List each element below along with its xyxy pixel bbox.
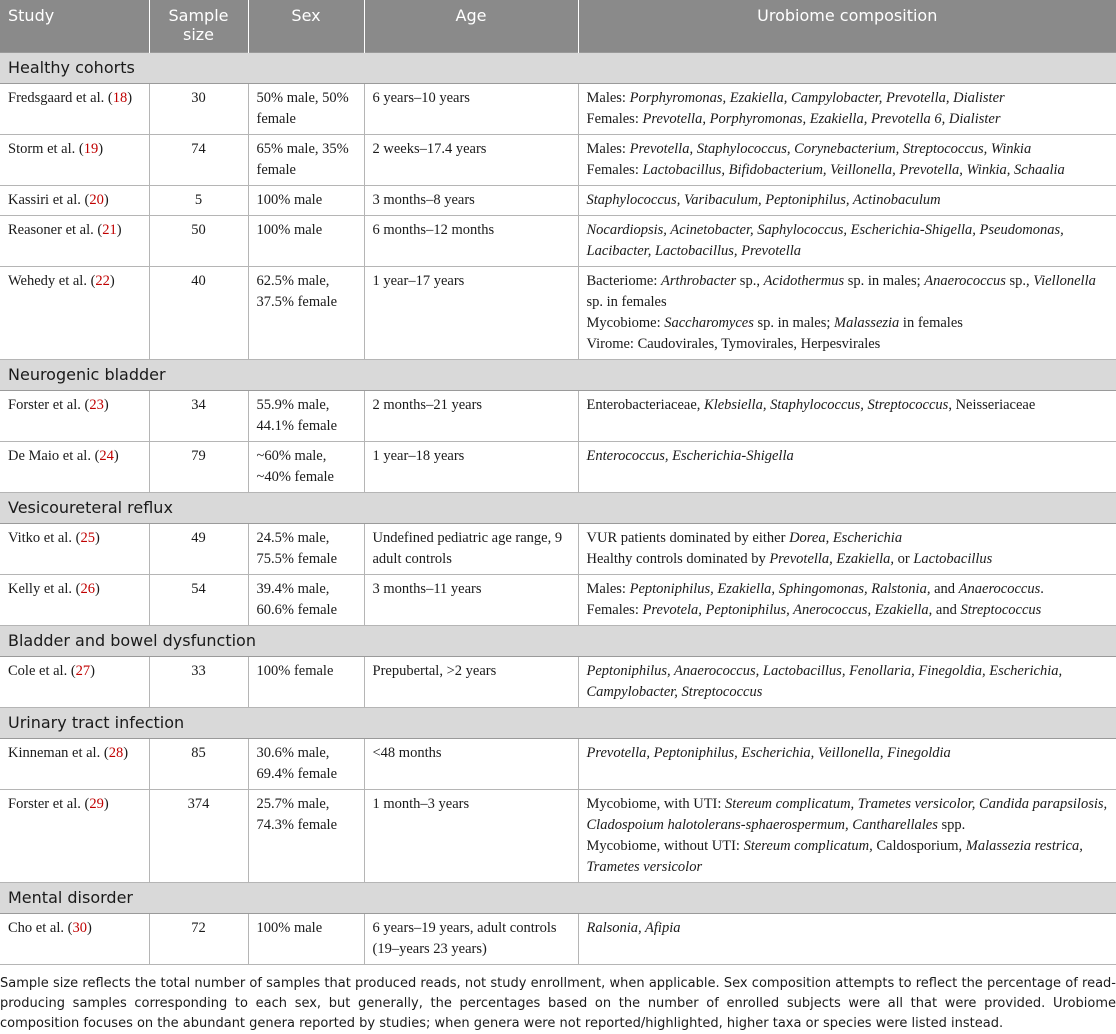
cell-study: Wehedy et al. (22) bbox=[0, 266, 149, 359]
study-author: Storm et al. bbox=[8, 140, 76, 157]
cell-age: 2 weeks–17.4 years bbox=[364, 134, 578, 185]
cell-age: 3 months–8 years bbox=[364, 185, 578, 215]
taxon-name: Stereum complicatum, Trametes versicolor, Candida parapsilosis, Cladospoium halotolerans-sphaerospermum, Cantharellales bbox=[586, 795, 1108, 833]
composition-line bbox=[587, 528, 1109, 549]
table-header bbox=[0, 0, 1116, 52]
cell-urobiome-composition bbox=[578, 738, 1116, 789]
composition-text: Bacteriome: bbox=[586, 272, 661, 289]
cell-age: <48 months bbox=[364, 738, 578, 789]
cell-sex: 62.5% male, 37.5% female bbox=[248, 266, 364, 359]
table-row bbox=[0, 738, 1116, 789]
composition-line bbox=[587, 271, 1109, 313]
composition-text: Virome: Caudovirales, Tymovirales, Herpesvirales bbox=[586, 335, 881, 352]
composition-text: and bbox=[930, 580, 959, 597]
cell-urobiome-composition bbox=[578, 574, 1116, 625]
cell-sample-size: 85 bbox=[149, 738, 248, 789]
table-row bbox=[0, 215, 1116, 266]
section-title: Bladder and bowel dysfunction bbox=[0, 625, 1116, 656]
cell-sample-size: 72 bbox=[149, 913, 248, 964]
cell-age: 1 month–3 years bbox=[364, 789, 578, 882]
table-row bbox=[0, 390, 1116, 441]
cell-urobiome-composition bbox=[578, 266, 1116, 359]
reference-link[interactable]: 20 bbox=[89, 191, 104, 208]
composition-text: Females: bbox=[586, 601, 643, 618]
taxon-name: Prevotela, Peptoniphilus, Anerococcus, Ezakiella, bbox=[642, 601, 933, 618]
cell-urobiome-composition bbox=[578, 390, 1116, 441]
composition-line bbox=[587, 794, 1109, 836]
cell-urobiome-composition bbox=[578, 215, 1116, 266]
table-row bbox=[0, 185, 1116, 215]
composition-line bbox=[587, 395, 1109, 416]
cell-study: Storm et al. (19) bbox=[0, 134, 149, 185]
header-sample-size: Sample size bbox=[149, 0, 248, 52]
taxon-name: Lactobacillus bbox=[913, 550, 993, 567]
composition-line bbox=[587, 190, 1109, 211]
taxon-name: Prevotella, Ezakiella, bbox=[769, 550, 895, 567]
cell-sample-size: 33 bbox=[149, 656, 248, 707]
header-sex: Sex bbox=[248, 0, 364, 52]
section-row bbox=[0, 625, 1116, 656]
table-row bbox=[0, 523, 1116, 574]
cell-age: Prepubertal, >2 years bbox=[364, 656, 578, 707]
taxon-name: Streptococcus bbox=[960, 601, 1042, 618]
table-row bbox=[0, 441, 1116, 492]
taxon-name: Ralsonia, Afipia bbox=[586, 919, 681, 936]
composition-line bbox=[587, 88, 1109, 109]
cell-sex: 100% male bbox=[248, 913, 364, 964]
section-title: Healthy cohorts bbox=[0, 52, 1116, 83]
reference-link[interactable]: 23 bbox=[89, 396, 104, 413]
cell-study: Vitko et al. (25) bbox=[0, 523, 149, 574]
reference-link[interactable]: 24 bbox=[99, 447, 114, 464]
composition-line bbox=[587, 139, 1109, 160]
composition-text: sp., bbox=[736, 272, 764, 289]
section-row bbox=[0, 707, 1116, 738]
cell-sex: 65% male, 35% female bbox=[248, 134, 364, 185]
composition-text: Females: bbox=[586, 161, 643, 178]
cell-sample-size: 74 bbox=[149, 134, 248, 185]
cell-sex: ~60% male, ~40% female bbox=[248, 441, 364, 492]
composition-text: Males: bbox=[586, 140, 630, 157]
taxon-name: Anaerococcus bbox=[958, 580, 1041, 597]
cell-age: 2 months–21 years bbox=[364, 390, 578, 441]
composition-line bbox=[587, 549, 1109, 570]
cell-age: 6 years–10 years bbox=[364, 83, 578, 134]
composition-line bbox=[587, 313, 1109, 334]
section-title: Neurogenic bladder bbox=[0, 359, 1116, 390]
section-row bbox=[0, 52, 1116, 83]
composition-line bbox=[587, 220, 1109, 262]
taxon-name: Viellonella bbox=[1033, 272, 1096, 289]
cell-sample-size: 5 bbox=[149, 185, 248, 215]
study-author: Kassiri et al. bbox=[8, 191, 81, 208]
table-footnote: Sample size reflects the total number of samples that produced reads, not study enrollment, when applicable. Sex composition attempts to reflect the percentage of read-producing samples corresponding to each sex, but generally, the percentages based on the number of enrolled subjects were all that were provided. Urobiome composition focuses on the abundant genera reported by studies; when genera were not reported/highlighted, higher taxa or species were listed instead. bbox=[0, 975, 1116, 1031]
reference-link[interactable]: 21 bbox=[102, 221, 117, 238]
composition-text: in females bbox=[899, 314, 963, 331]
section-row bbox=[0, 359, 1116, 390]
cell-sample-size: 40 bbox=[149, 266, 248, 359]
reference-link[interactable]: 29 bbox=[89, 795, 104, 812]
cell-urobiome-composition bbox=[578, 789, 1116, 882]
section-row bbox=[0, 492, 1116, 523]
study-author: Reasoner et al. bbox=[8, 221, 94, 238]
cell-urobiome-composition bbox=[578, 441, 1116, 492]
composition-text: VUR patients dominated by either bbox=[586, 529, 790, 546]
table-row bbox=[0, 656, 1116, 707]
composition-line bbox=[587, 109, 1109, 130]
composition-text: , Neisseriaceae bbox=[948, 396, 1036, 413]
taxon-name: Malassezia restrica, Trametes versicolor bbox=[586, 837, 1083, 875]
composition-text: Mycobiome, without UTI: bbox=[586, 837, 744, 854]
section-row bbox=[0, 882, 1116, 913]
composition-line bbox=[587, 334, 1109, 355]
cell-age: 1 year–17 years bbox=[364, 266, 578, 359]
taxon-name: Nocardiopsis, Acinetobacter, Saphylococcus, Escherichia-Shigella, Pseudomonas, Lacibacter, Lactobacillus, Prevotella bbox=[586, 221, 1064, 259]
composition-text: spp. bbox=[937, 816, 966, 833]
table-row bbox=[0, 574, 1116, 625]
taxon-name: Malassezia bbox=[834, 314, 900, 331]
cell-study: Forster et al. (23) bbox=[0, 390, 149, 441]
cell-urobiome-composition bbox=[578, 656, 1116, 707]
cell-sex: 100% female bbox=[248, 656, 364, 707]
taxon-name: Saccharomyces bbox=[664, 314, 754, 331]
cell-sex: 39.4% male, 60.6% female bbox=[248, 574, 364, 625]
cell-sex: 100% male bbox=[248, 185, 364, 215]
cell-sample-size: 50 bbox=[149, 215, 248, 266]
taxon-name: Prevotella, Staphylococcus, Corynebacterium, Streptococcus, Winkia bbox=[629, 140, 1032, 157]
composition-line bbox=[587, 836, 1109, 878]
cell-urobiome-composition bbox=[578, 134, 1116, 185]
reference-link[interactable]: 27 bbox=[75, 662, 91, 679]
cell-age: 1 year–18 years bbox=[364, 441, 578, 492]
composition-text: sp., bbox=[1005, 272, 1034, 289]
cell-age: 6 years–19 years, adult controls (19–years 23 years) bbox=[364, 913, 578, 964]
section-title: Urinary tract infection bbox=[0, 707, 1116, 738]
cell-urobiome-composition bbox=[578, 913, 1116, 964]
study-author: Fredsgaard et al. bbox=[8, 89, 105, 106]
taxon-name: Acidothermus bbox=[763, 272, 845, 289]
composition-text: . bbox=[1040, 580, 1044, 597]
composition-text: Mycobiome: bbox=[586, 314, 665, 331]
composition-text: Mycobiome, with UTI: bbox=[586, 795, 726, 812]
study-author: Wehedy et al. bbox=[8, 272, 87, 289]
composition-line bbox=[587, 918, 1109, 939]
cell-sex: 25.7% male, 74.3% female bbox=[248, 789, 364, 882]
cell-sex: 50% male, 50% female bbox=[248, 83, 364, 134]
cell-urobiome-composition bbox=[578, 523, 1116, 574]
cell-study: Reasoner et al. (21) bbox=[0, 215, 149, 266]
cell-sample-size: 79 bbox=[149, 441, 248, 492]
taxon-name: Stereum complicatum, bbox=[743, 837, 873, 854]
reference-link[interactable]: 30 bbox=[72, 919, 87, 936]
composition-line bbox=[587, 661, 1109, 703]
taxon-name: Staphylococcus, Varibaculum, Peptoniphilus, Actinobaculum bbox=[586, 191, 941, 208]
header-urobiome-composition: Urobiome composition bbox=[578, 0, 1116, 52]
reference-link[interactable]: 26 bbox=[80, 580, 95, 597]
cell-sex: 100% male bbox=[248, 215, 364, 266]
reference-link[interactable]: 22 bbox=[95, 272, 110, 289]
cell-sex: 55.9% male, 44.1% female bbox=[248, 390, 364, 441]
cell-sample-size: 30 bbox=[149, 83, 248, 134]
table-row bbox=[0, 134, 1116, 185]
taxon-name: Lactobacillus, Bifidobacterium, Veillonella, Prevotella, Winkia, Schaalia bbox=[642, 161, 1065, 178]
reference-link[interactable]: 28 bbox=[108, 744, 124, 761]
cell-age: 6 months–12 months bbox=[364, 215, 578, 266]
study-author: Forster et al. bbox=[8, 396, 81, 413]
composition-line bbox=[587, 579, 1109, 600]
study-author: Cole et al. bbox=[8, 662, 68, 679]
section-title: Mental disorder bbox=[0, 882, 1116, 913]
cell-study: Forster et al. (29) bbox=[0, 789, 149, 882]
composition-text: sp. in males; bbox=[753, 314, 835, 331]
composition-text: Females: bbox=[586, 110, 643, 127]
composition-text: Healthy controls dominated by bbox=[586, 550, 770, 567]
composition-text: Males: bbox=[586, 89, 630, 106]
taxon-name: Enterococcus, Escherichia-Shigella bbox=[586, 447, 794, 464]
composition-line bbox=[587, 446, 1109, 467]
cell-sample-size: 374 bbox=[149, 789, 248, 882]
reference-link[interactable]: 19 bbox=[83, 140, 99, 157]
study-author: Forster et al. bbox=[8, 795, 81, 812]
cell-sample-size: 34 bbox=[149, 390, 248, 441]
taxon-name: Dorea, Escherichia bbox=[789, 529, 903, 546]
study-author: Vitko et al. bbox=[8, 529, 72, 546]
composition-text: Caldosporium, bbox=[872, 837, 966, 854]
cell-age: 3 months–11 years bbox=[364, 574, 578, 625]
composition-text: sp. in females bbox=[586, 293, 667, 310]
cell-study: De Maio et al. (24) bbox=[0, 441, 149, 492]
taxon-name: Prevotella, Porphyromonas, Ezakiella, Prevotella 6, Dialister bbox=[642, 110, 1001, 127]
header-age: Age bbox=[364, 0, 578, 52]
cell-sample-size: 54 bbox=[149, 574, 248, 625]
cell-sample-size: 49 bbox=[149, 523, 248, 574]
taxon-name: Peptoniphilus, Anaerococcus, Lactobacillus, Fenollaria, Finegoldia, Escherichia, Campylobacter, Streptococcus bbox=[586, 662, 1063, 700]
composition-text: or bbox=[894, 550, 914, 567]
cell-study: Cole et al. (27) bbox=[0, 656, 149, 707]
cell-sex: 24.5% male, 75.5% female bbox=[248, 523, 364, 574]
cell-urobiome-composition bbox=[578, 83, 1116, 134]
taxon-name: Arthrobacter bbox=[660, 272, 737, 289]
composition-line bbox=[587, 160, 1109, 181]
composition-text: Enterobacteriaceae, bbox=[586, 396, 705, 413]
study-author: Kelly et al. bbox=[8, 580, 73, 597]
table-row bbox=[0, 83, 1116, 134]
reference-link[interactable]: 25 bbox=[80, 529, 95, 546]
composition-text: Males: bbox=[586, 580, 630, 597]
study-author: Kinneman et al. bbox=[8, 744, 101, 761]
composition-text: sp. in males; bbox=[844, 272, 925, 289]
table-row bbox=[0, 266, 1116, 359]
reference-link[interactable]: 18 bbox=[112, 89, 128, 106]
cell-sex: 30.6% male, 69.4% female bbox=[248, 738, 364, 789]
header-study: Study bbox=[0, 0, 149, 52]
cell-age: Undefined pediatric age range, 9 adult controls bbox=[364, 523, 578, 574]
table-row bbox=[0, 789, 1116, 882]
cell-study: Cho et al. (30) bbox=[0, 913, 149, 964]
table-row bbox=[0, 913, 1116, 964]
table-body bbox=[0, 52, 1116, 964]
study-author: Cho et al. bbox=[8, 919, 64, 936]
cell-study: Kinneman et al. (28) bbox=[0, 738, 149, 789]
taxon-name: Peptoniphilus, Ezakiella, Sphingomonas, Ralstonia, bbox=[629, 580, 931, 597]
cell-urobiome-composition bbox=[578, 185, 1116, 215]
cell-study: Kelly et al. (26) bbox=[0, 574, 149, 625]
taxon-name: Anaerococcus bbox=[924, 272, 1006, 289]
section-title: Vesicoureteral reflux bbox=[0, 492, 1116, 523]
composition-line bbox=[587, 743, 1109, 764]
taxon-name: Prevotella, Peptoniphilus, Escherichia, Veillonella, Finegoldia bbox=[586, 744, 951, 761]
taxon-name: Porphyromonas, Ezakiella, Campylobacter, Prevotella, Dialister bbox=[629, 89, 1005, 106]
composition-line bbox=[587, 600, 1109, 621]
cell-study: Fredsgaard et al. (18) bbox=[0, 83, 149, 134]
cell-study: Kassiri et al. (20) bbox=[0, 185, 149, 215]
taxon-name: Klebsiella, Staphylococcus, Streptococcus bbox=[704, 396, 949, 413]
composition-text: and bbox=[932, 601, 961, 618]
study-author: De Maio et al. bbox=[8, 447, 91, 464]
